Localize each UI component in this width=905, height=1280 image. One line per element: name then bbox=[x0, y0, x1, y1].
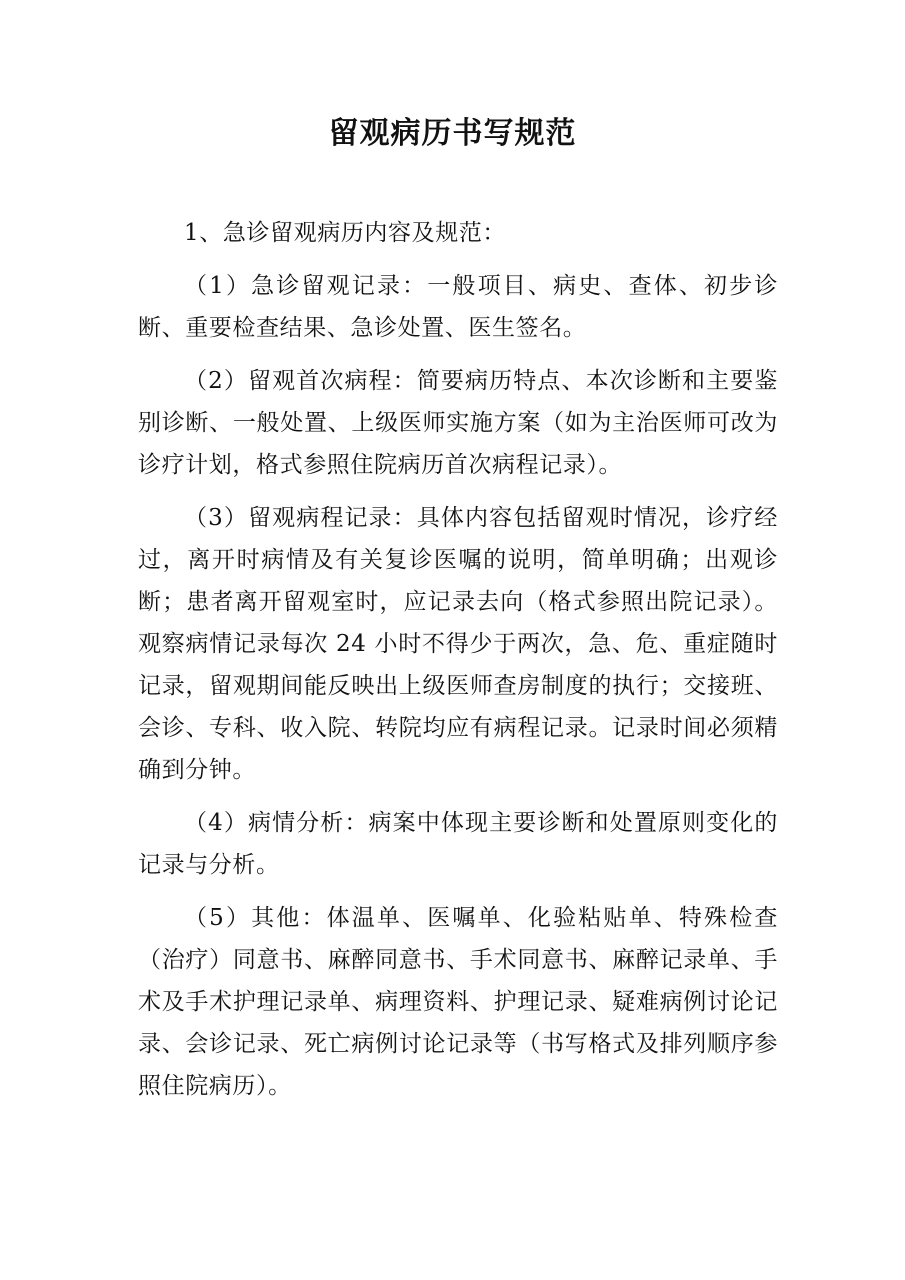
paragraph-condition-analysis: （4）病情分析：病案中体现主要诊断和处置原则变化的记录与分析。 bbox=[138, 810, 778, 878]
paragraph-other-documents: （5）其他：体温单、医嘱单、化验粘贴单、特殊检查（治疗）同意书、麻醉同意书、手术同意书、麻醉记录单、手术及手术护理记录单、病理资料、护理记录、疑难病例讨论记录、会诊记录、死亡病例讨论记录等（书写格式及排列顺序参照住院病历）。 bbox=[138, 905, 778, 1099]
paragraph-first-course: （2）留观首次病程：简要病历特点、本次诊断和主要鉴别诊断、一般处置、上级医师实施方案（如为主治医师可改为诊疗计划，格式参照住院病历首次病程记录）。 bbox=[138, 368, 778, 478]
document-title: 留观病历书写规范 bbox=[328, 116, 577, 151]
paragraph-course-record: （3）留观病程记录：具体内容包括留观时情况，诊疗经过，离开时病情及有关复诊医嘱的说明，简单明确；出观诊断；患者离开留观室时，应记录去向（格式参照出院记录）。观察病情记录每次 24 小时不得少于两次，急、危、重症随时记录，留观期间能反映出上级医师查房制度的执行；交接班、会诊、专科、收入院、转院均应有病程记录。记录时间必须精确到分钟。 bbox=[138, 505, 778, 783]
document-body bbox=[138, 212, 778, 1118]
section-heading: 1、急诊留观病历内容及规范： bbox=[184, 220, 507, 246]
paragraph-observation-record: （1）急诊留观记录：一般项目、病史、查体、初步诊断、重要检查结果、急诊处置、医生签名。 bbox=[138, 273, 778, 341]
